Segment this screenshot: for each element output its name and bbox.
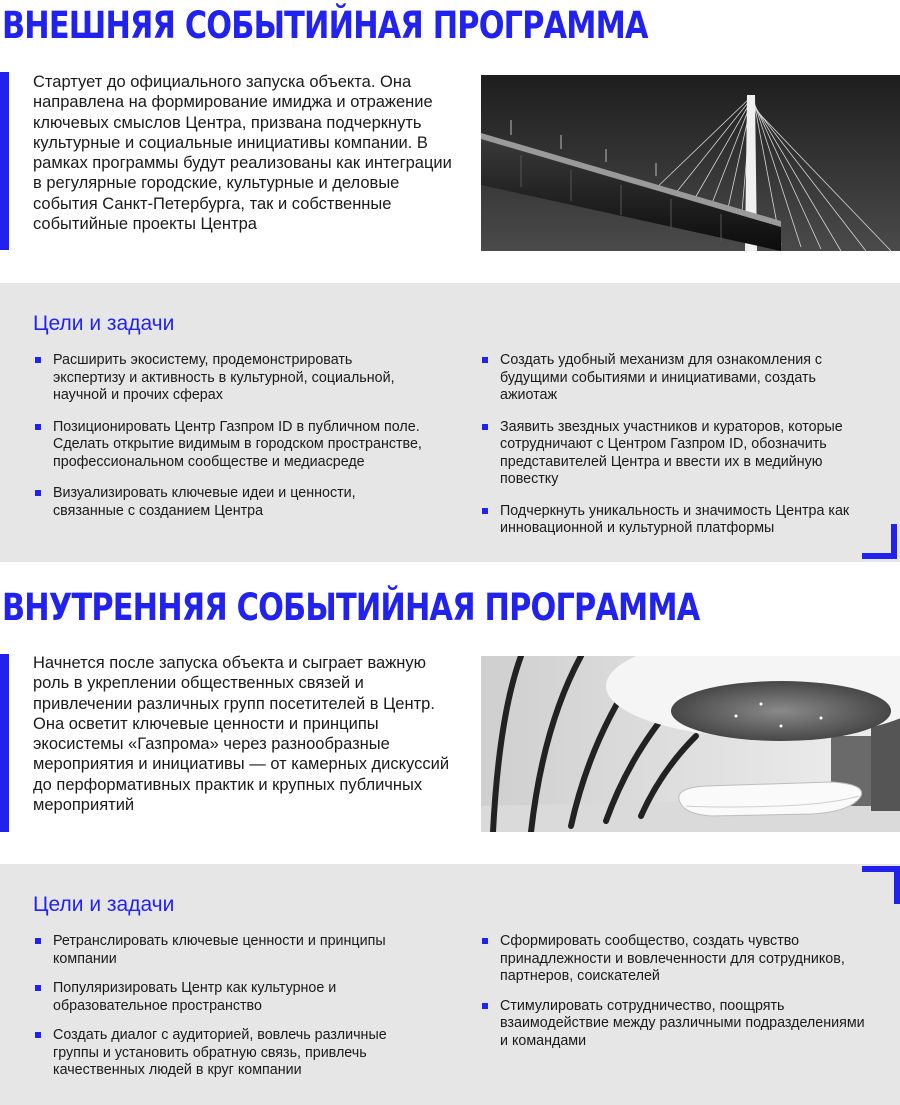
square-bullet-icon bbox=[482, 424, 488, 430]
square-bullet-icon bbox=[35, 985, 41, 991]
list-item: Визуализировать ключевые идеи и ценности, связанные с созданием Центра bbox=[33, 485, 423, 520]
section2-title: ВНУТРЕННЯЯ СОБЫТИЙНАЯ ПРОГРАММА bbox=[2, 586, 700, 629]
section1-goals-left bbox=[33, 352, 423, 520]
list-item: Ретранслировать ключевые ценности и принципы компании bbox=[33, 933, 423, 968]
section2-intro: Начнется после запуска объекта и сыграет важную роль в укреплении общественных связей и привлечении различных групп посетителей в Центр. Она осветит ключевые ценности и принципы экосистемы «Газпрома» через разнообразные мероприятия и инициативы — от камерных дискуссий до перформативных практик и крупных публичных мероприятий bbox=[33, 654, 450, 815]
section1-goals-right bbox=[480, 352, 865, 538]
list-item: Подчеркнуть уникальность и значимость Центра как инновационной и культурной платформы bbox=[480, 503, 865, 538]
section1-goals-panel bbox=[0, 283, 900, 562]
square-bullet-icon bbox=[482, 938, 488, 944]
square-bullet-icon bbox=[482, 357, 488, 363]
list-item: Создать удобный механизм для ознакомления с будущими событиями и инициативами, создать ажиотаж bbox=[480, 352, 865, 405]
section2-accent-bar bbox=[0, 654, 9, 832]
corner-bracket-icon bbox=[862, 524, 900, 562]
square-bullet-icon bbox=[35, 938, 41, 944]
list-item: Популяризировать Центр как культурное и образовательное пространство bbox=[33, 980, 423, 1015]
section2-goals-left bbox=[33, 933, 423, 1080]
list-item: Сформировать сообщество, создать чувство принадлежности и вовлеченности для сотрудников, партнеров, соискателей bbox=[480, 933, 865, 986]
square-bullet-icon bbox=[35, 357, 41, 363]
square-bullet-icon bbox=[482, 508, 488, 514]
section1-accent-bar bbox=[0, 72, 9, 250]
square-bullet-icon bbox=[482, 1003, 488, 1009]
section1-intro: Стартует до официального запуска объекта. Она направлена на формирование имиджа и отражение ключевых смыслов Центра, призвана подчеркнуть культурные и социальные инициативы компании. В рамках программы будут реализованы как интеграции в регулярные городские, культурные и деловые события Санкт-Петербурга, так и собственные событийные проекты Центра bbox=[33, 73, 452, 234]
list-item: Расширить экосистему, продемонстрировать экспертизу и активность в культурной, социальной, научной и прочих сферах bbox=[33, 352, 423, 405]
section2-goals-panel bbox=[0, 864, 900, 1105]
bridge-photo bbox=[481, 75, 900, 251]
square-bullet-icon bbox=[35, 490, 41, 496]
list-item: Создать диалог с аудиторией, вовлечь различные группы и установить обратную связь, привлечь качественных людей в круг компании bbox=[33, 1027, 423, 1080]
corner-bracket-icon bbox=[862, 866, 900, 904]
interior-photo bbox=[481, 656, 900, 832]
list-item: Позиционировать Центр Газпром ID в публичном поле. Сделать открытие видимым в городском пространстве, профессиональном сообществе и медиасреде bbox=[33, 419, 423, 472]
section2-goals-right bbox=[480, 933, 865, 1050]
section1-title: ВНЕШНЯЯ СОБЫТИЙНАЯ ПРОГРАММА bbox=[2, 4, 648, 47]
section2-goals-title: Цели и задачи bbox=[33, 893, 175, 916]
list-item: Заявить звездных участников и кураторов, которые сотрудничают с Центром Газпром ID, обозначить представителей Центра и ввести их в медийную повестку bbox=[480, 419, 865, 489]
square-bullet-icon bbox=[35, 1032, 41, 1038]
list-item: Стимулировать сотрудничество, поощрять взаимодействие между различными подразделениями и командами bbox=[480, 998, 865, 1051]
square-bullet-icon bbox=[35, 424, 41, 430]
section1-goals-title: Цели и задачи bbox=[33, 312, 175, 335]
